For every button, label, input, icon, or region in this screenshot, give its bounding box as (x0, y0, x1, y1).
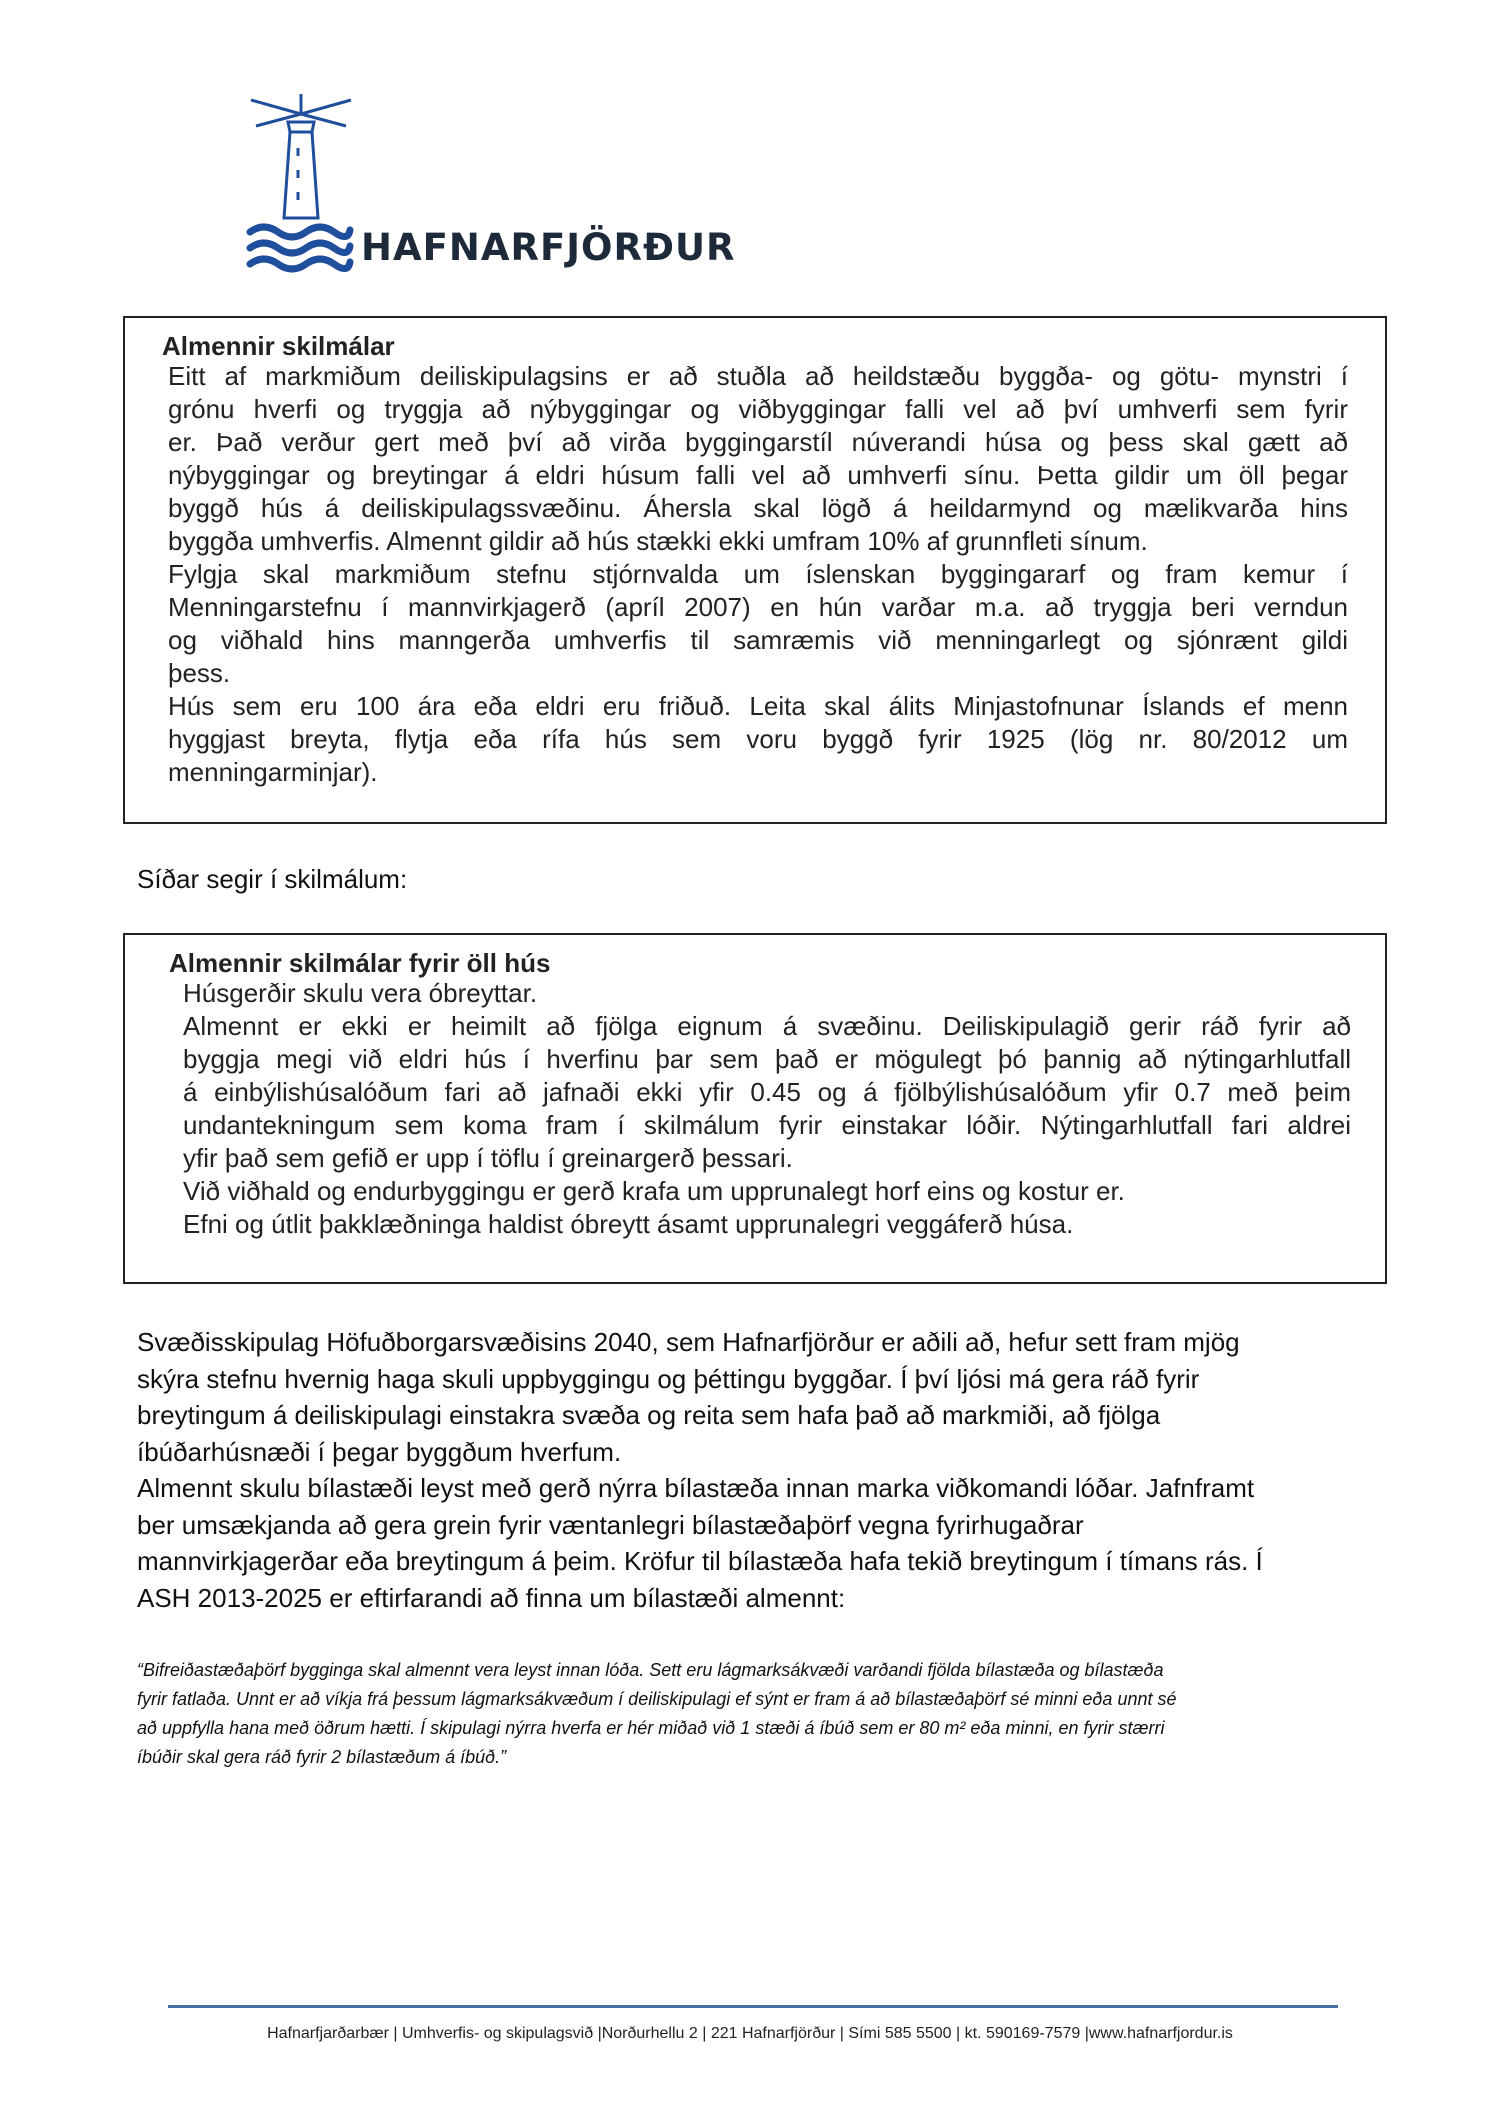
box-line: byggja megi við eldri hús í hverfinu þar sem það er mögulegt þó þannig að nýtingarhlutfall (183, 1044, 1351, 1074)
quote-line: að uppfylla hana með öðrum hætti. Í skipulagi nýrra hverfa er hér miðað við 1 stæði á íbúð sem er 80 m² eða minni, en fyrir stærri (137, 1718, 1165, 1738)
paragraph-line: ASH 2013-2025 er eftirfarandi að finna um bílastæði almennt: (137, 1582, 846, 1613)
box-line: á einbýlishúsalóðum fari að jafnaði ekki yfir 0.45 og á fjölbýlishúsalóðum yfir 0.7 með þeim (183, 1077, 1351, 1107)
box-line: hyggjast breyta, flytja eða rífa hús sem voru byggð fyrir 1925 (lög nr. 80/2012 um (168, 724, 1348, 754)
quote-line: fyrir fatlaða. Unnt er að víkja frá þessum lágmarksákvæðum í deiliskipulagi ef sýnt er fram á að bílastæðaþörf sé minni eða unnt sé (137, 1689, 1177, 1709)
box-line: Hús sem eru 100 ára eða eldri eru friðuð. Leita skal álits Minjastofnunar Íslands ef menn (168, 691, 1348, 721)
box-line: grónu hverfi og tryggja að nýbyggingar og viðbyggingar falli vel að því umhverfi sem fyrir (168, 394, 1348, 424)
paragraph-line: íbúðarhúsnæði í þegar byggðum hverfum. (137, 1436, 622, 1467)
box-line: Eitt af markmiðum deiliskipulagsins er að stuðla að heildstæðu byggða- og götu- mynstri í (168, 361, 1348, 391)
footer-divider (168, 2005, 1338, 2008)
box-line: menningarminjar). (168, 757, 378, 787)
box-line: Efni og útlit þakklæðninga haldist óbreytt ásamt upprunalegri veggáferð húsa. (183, 1209, 1074, 1239)
lighthouse-waves-icon (246, 92, 356, 274)
terms-all-houses-box (123, 933, 1387, 1284)
paragraph-line: Svæðisskipulag Höfuðborgarsvæðisins 2040, sem Hafnarfjörður er aðili að, hefur sett fram mjög (137, 1327, 1240, 1357)
box-line: er. Það verður gert með því að virða byggingarstíl núverandi húsa og þess skal gætt að (168, 427, 1348, 457)
box-line: Húsgerðir skulu vera óbreyttar. (183, 978, 538, 1008)
box-line: Við viðhald og endurbyggingu er gerð krafa um upprunalegt horf eins og kostur er. (183, 1176, 1125, 1206)
box-line: undantekningum sem koma fram í skilmálum fyrir einstakar lóðir. Nýtingarhlutfall fari aldrei (183, 1110, 1351, 1140)
paragraph-line: mannvirkjagerðar eða breytingum á þeim. Kröfur til bílastæða hafa tekið breytingum í tímans rás. Í (137, 1546, 1263, 1576)
intro-text: Síðar segir í skilmálum: (137, 864, 408, 894)
paragraph-line: skýra stefnu hvernig haga skuli uppbyggingu og þéttingu byggðar. Í því ljósi má gera ráð fyrir (137, 1363, 1200, 1394)
quote-line: “Bifreiðastæðaþörf bygginga skal almennt vera leyst innan lóða. Sett eru lágmarksákvæði varðandi fjölda bílastæða og bílastæða (137, 1660, 1164, 1680)
box-line: og viðhald hins manngerða umhverfis til samræmis við menningarlegt og sjónrænt gildi (168, 625, 1348, 655)
box-line: Almennt er ekki er heimilt að fjölga eignum á svæðinu. Deiliskipulagið gerir ráð fyrir að (183, 1011, 1351, 1041)
parking-quote (137, 1656, 1337, 1772)
body-paragraph (137, 1324, 1362, 1616)
quote-line: íbúðir skal gera ráð fyrir 2 bílastæðum á íbúð.” (137, 1747, 507, 1767)
box-line: Menningarstefnu í mannvirkjagerð (apríl 2007) en hún varðar m.a. að tryggja beri verndun (168, 592, 1348, 622)
box-line: Fylgja skal markmiðum stefnu stjórnvalda um íslenskan byggingararf og fram kemur í (168, 559, 1348, 589)
box-title: Almennir skilmálar (162, 331, 395, 361)
paragraph-line: ber umsækjanda að gera grein fyrir væntanlegri bílastæðaþörf vegna fyrirhugaðrar (137, 1509, 1084, 1540)
box-line: yfir það sem gefið er upp í töflu í greinargerð þessari. (183, 1143, 793, 1173)
box-line: byggða umhverfis. Almennt gildir að hús stækki ekki umfram 10% af grunnfleti sínum. (168, 526, 1148, 556)
logo-text: HAFNARFJÖRÐUR (361, 226, 736, 269)
paragraph-line: breytingum á deiliskipulagi einstakra svæða og reita sem hafa það að markmiði, að fjölga (137, 1400, 1161, 1430)
box-line: byggð hús á deiliskipulagssvæðinu. Áhersla skal lögð á heildarmynd og mælikvarða hins (168, 493, 1348, 523)
box-line: þess. (168, 658, 231, 688)
box-title: Almennir skilmálar fyrir öll hús (169, 948, 551, 978)
general-terms-box (123, 316, 1387, 824)
box-line: nýbyggingar og breytingar á eldri húsum falli vel að umhverfi sínu. Þetta gildir um öll þegar (168, 460, 1348, 490)
footer-contact: Hafnarfjarðarbær | Umhverfis- og skipulagsvið |Norðurhellu 2 | 221 Hafnarfjörður | Sími 585 5500 | kt. 590169-7579 |www.hafnarfjordur.is (267, 2025, 1233, 2042)
hafnarfjordur-logo (246, 92, 736, 274)
paragraph-line: Almennt skulu bílastæði leyst með gerð nýrra bílastæða innan marka viðkomandi lóðar. Jafnframt (137, 1473, 1255, 1503)
